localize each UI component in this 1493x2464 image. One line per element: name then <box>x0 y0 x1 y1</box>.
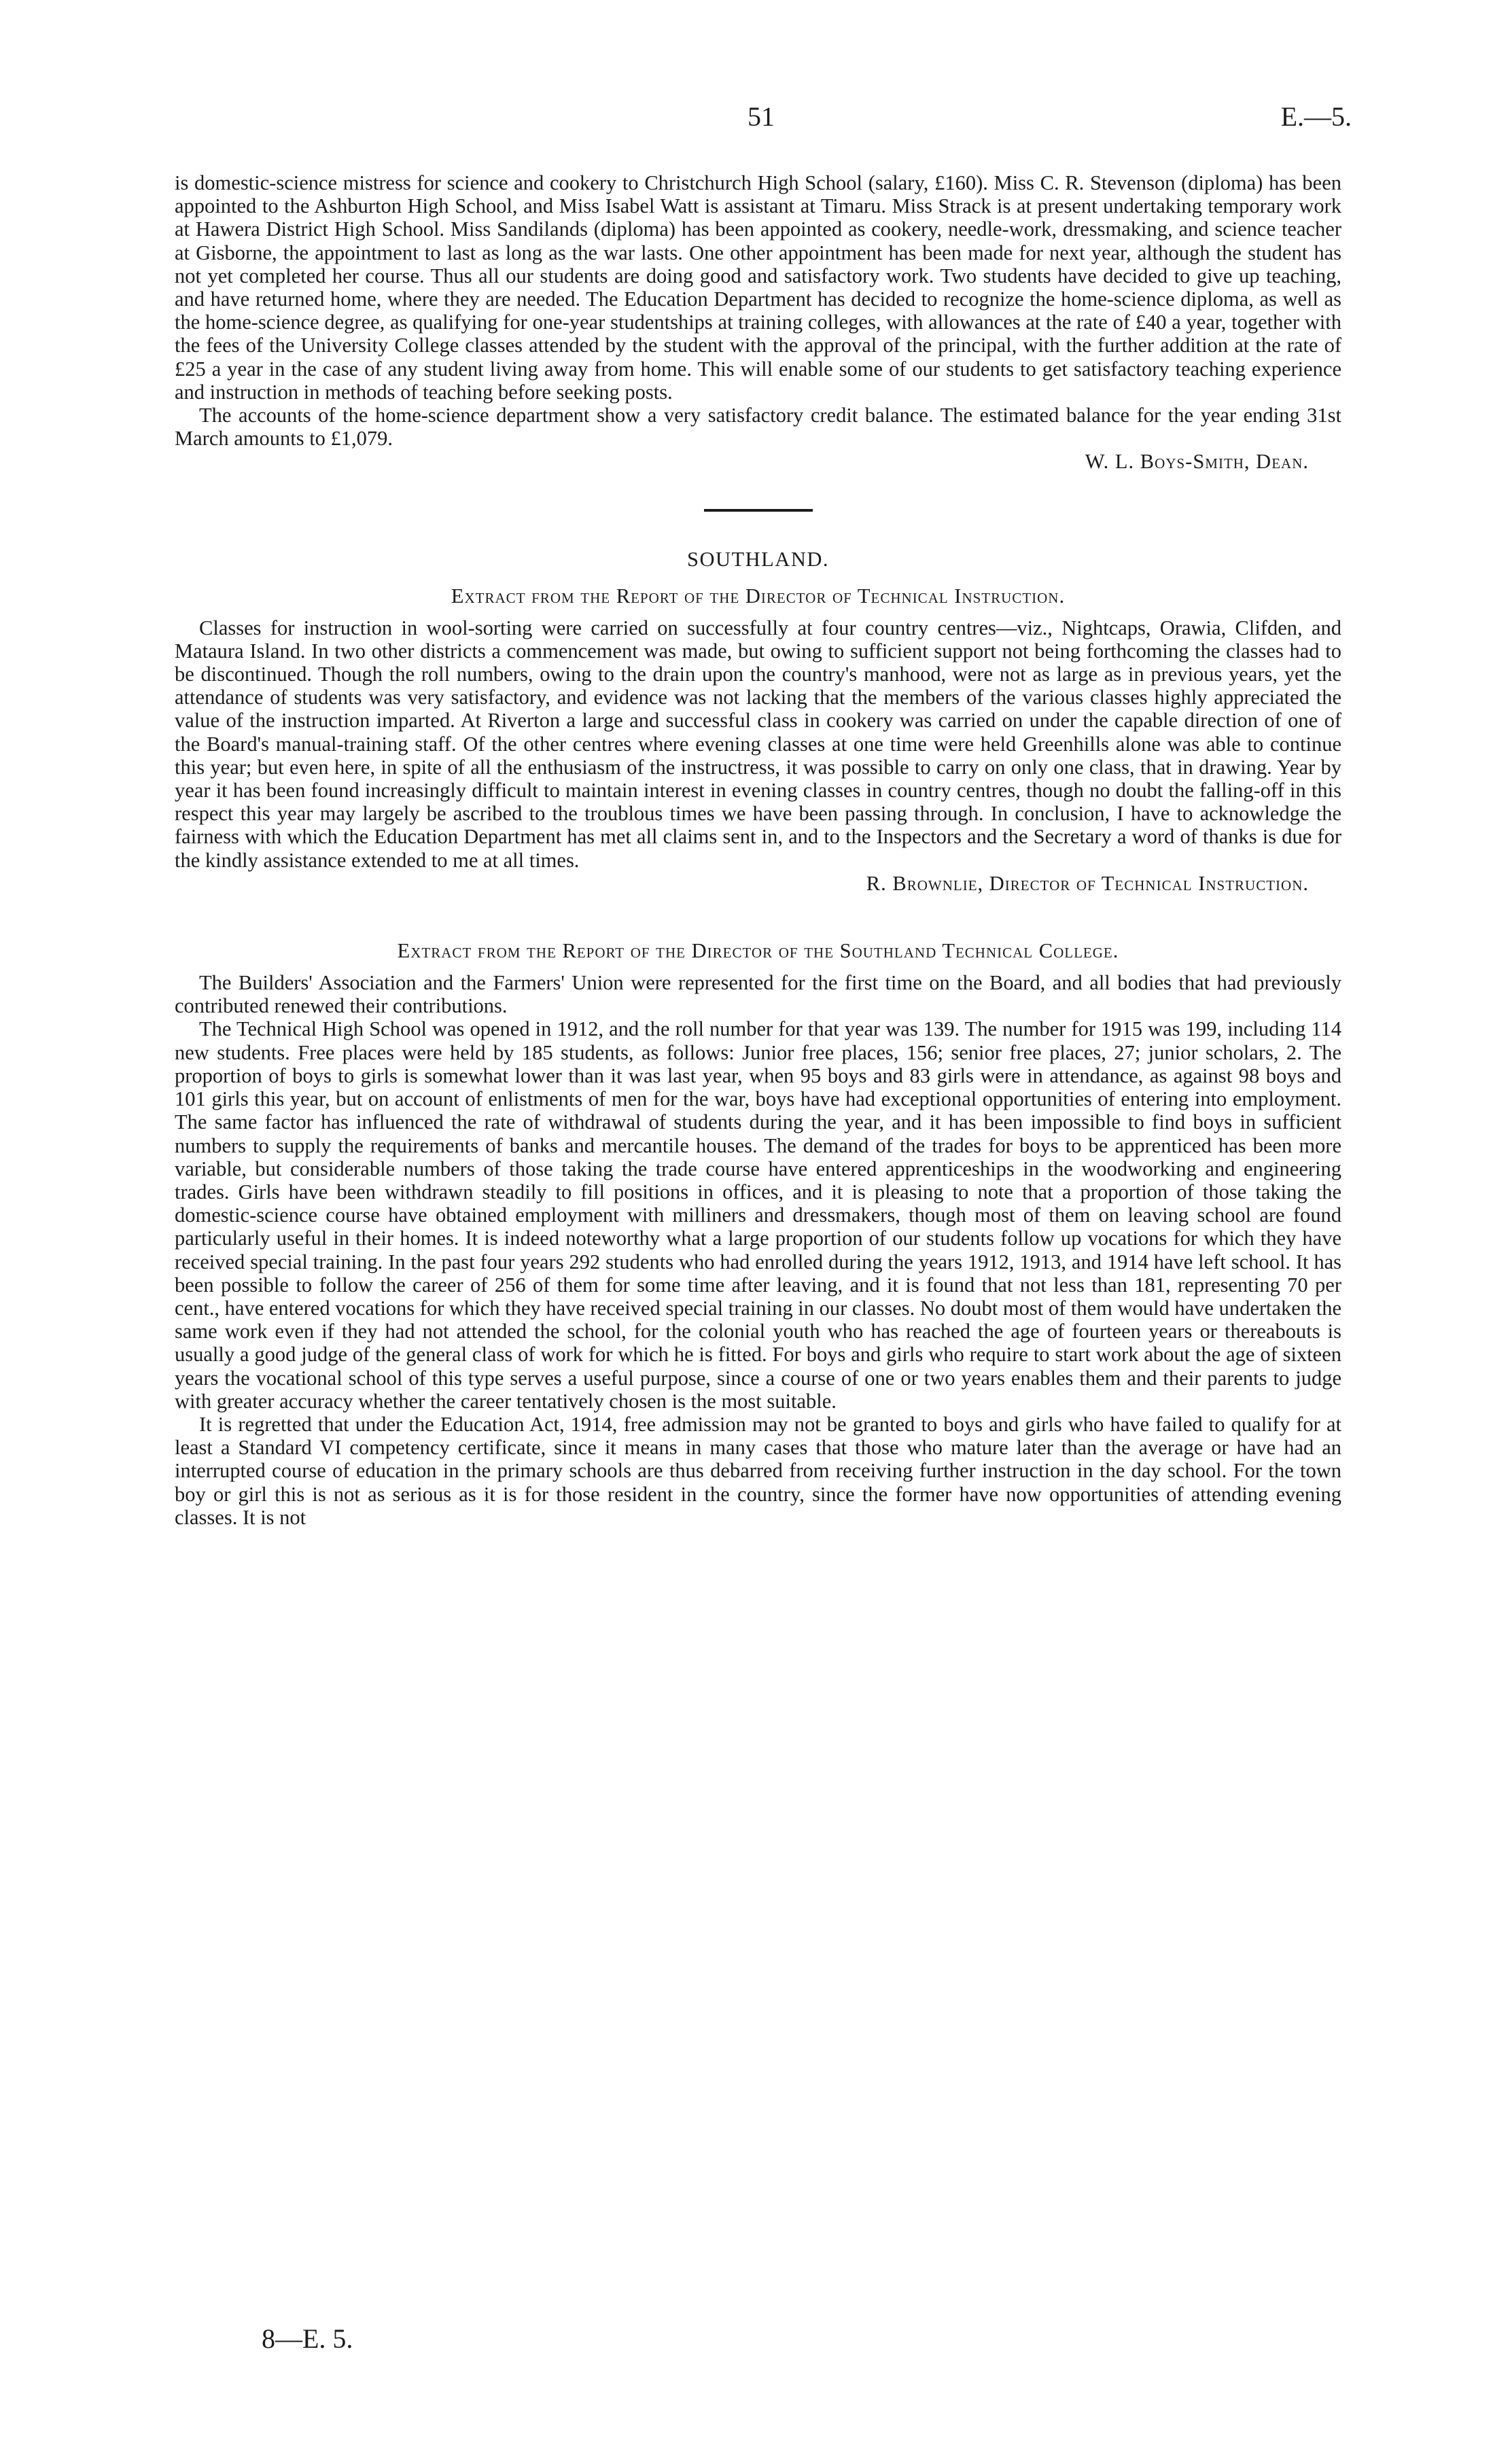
dean-signature: W. L. Boys-Smith, Dean. <box>1085 450 1309 474</box>
continuation-paragraph: is domestic-science mistress for science and cookery to Christchurch High School (salary, £160). Miss C. R. Stevenson (diploma) has been appointed to the Ashburton High School, and Miss Isabel Watt is assistant at Timaru. Miss Strack is at present undertaking temporary work at Hawera District High School. Miss Sandilands (diploma) has been appointed as cookery, needle-work, dressmaking, and science teacher at Gisborne, the appointment to last as long as the war lasts. One other appointment has been made for next year, although the student has not yet completed her course. Thus all our students are doing good and satisfactory work. Two students have decided to give up teaching, and have returned home, where they are needed. The Education Department has decided to recognize the home-science diploma, as well as the home-science degree, as qualifying for one-year studentships at training colleges, with allowances at the rate of £40 a year, together with the fees of the University College classes attended by the student with the approval of the principal, with the further addition at the rate of £25 a year in the case of any student living away from home. This will enable some of our students to get satisfactory teaching experience and instruction in methods of teaching before seeking posts. <box>175 171 1341 404</box>
section-title-southland: SOUTHLAND. <box>686 547 829 571</box>
accounts-paragraph: The accounts of the home-science department show a very satisfactory credit balance. The estimated balance for the year ending 31st March amounts to £1,079. <box>175 404 1341 451</box>
technical-high-school-paragraph: The Technical High School was opened in 1912, and the roll number for that year was 139. The number for 1915 was 199, including 114 new students. Free places were held by 185 students, as follows: Junior free places, 156; senior free places, 27; junior scholars, 2. The proportion of boys to girls is somewhat lower than it was last year, when 95 boys and 83 girls were in attendance, as against 98 boys and 101 girls this year, but on account of enlistments of men for the war, boys have had exceptional opportunities of entering into employment. The same factor has influenced the rate of withdrawal of students during the year, and it has been impossible to find boys in sufficient numbers to supply the requirements of banks and mercantile houses. The demand of the trades for boys to be apprenticed has been more variable, but considerable numbers of those taking the trade course have entered apprenticeships in the woodworking and engineering trades. Girls have been withdrawn steadily to fill positions in offices, and it is pleasing to note that a proportion of those taking the domestic-science course have obtained employment with milliners and dressmakers, though most of them on leaving school are found particularly useful in their homes. It is indeed noteworthy what a large proportion of our students follow up vocations for which they have received special training. In the past four years 292 students who had enrolled during the years 1912, 1913, and 1914 have left school. It has been possible to follow the career of 256 of them for some time after leaving, and it is found that not less than 181, representing 70 per cent., have entered vocations for which they have received special training in our classes. No doubt most of them would have undertaken the same work even if they had not attended the school, for the colonial youth who has reached the age of fourteen years or thereabouts is usually a good judge of the general class of work for which he is fitted. For boys and girls who require to start work about the age of sixteen years the vocational school of this type serves a useful purpose, since a course of one or two years enables them and their parents to judge with greater accuracy whether the career tentatively chosen is the most suitable. <box>175 1017 1341 1413</box>
printer-signature-mark: 8—E. 5. <box>262 2323 353 2354</box>
board-representation-paragraph: The Builders' Association and the Farmers' Union were represented for the first time on the Board, and all bodies that had previously contributed renewed their contributions. <box>175 971 1341 1018</box>
spacer <box>175 895 1341 926</box>
body-column <box>175 171 1341 1529</box>
section-divider <box>704 509 813 512</box>
education-act-paragraph: It is regretted that under the Education Act, 1914, free admission may not be granted to boys and girls who have failed to qualify for at least a Standard VI competency certificate, since it means in many cases that those who mature later than the average or have had an interrupted course of education in the primary schools are thus debarred from receiving further instruction in the day school. For the town boy or girl this is not as serious as it is for those resident in the country, since the former have now opportunities of attending evening classes. It is not <box>175 1412 1341 1529</box>
extract-heading-director-technical-instruction: Extract from the Report of the Director of Technical Instruction. <box>451 584 1066 608</box>
director-signature: R. Brownlie, Director of Technical Instruction. <box>866 871 1309 895</box>
page-number: 51 <box>748 101 775 132</box>
report-reference: E.—5. <box>1280 101 1352 132</box>
wool-sorting-paragraph: Classes for instruction in wool-sorting were carried on successfully at four country centres—viz., Nightcaps, Orawia, Clifden, and Mataura Island. In two other districts a commencement was made, but owing to sufficient support not being forthcoming the classes had to be discontinued. Though the roll numbers, owing to the drain upon the country's manhood, were not as large as in previous years, yet the attendance of students was very satisfactory, and evidence was not lacking that the members of the various classes highly appreciated the value of the instruction imparted. At Riverton a large and successful class in cookery was carried on under the capable direction of one of the Board's manual-training staff. Of the other centres where evening classes at one time were held Greenhills alone was able to continue this year; but even here, in spite of all the enthusiasm of the instructress, it was possible to carry on only one class, that in drawing. Year by year it has been found increasingly difficult to maintain interest in evening classes in country centres, though no doubt the falling-off in this respect this year may largely be ascribed to the troublous times we have been passing through. In conclusion, I have to acknowledge the fairness with which the Education Department has met all claims sent in, and to the Inspectors and the Secretary a word of thanks is due for the kindly assistance extended to me at all times. <box>175 616 1341 872</box>
extract-heading-technical-college: Extract from the Report of the Director of the Southland Technical College. <box>397 939 1119 963</box>
